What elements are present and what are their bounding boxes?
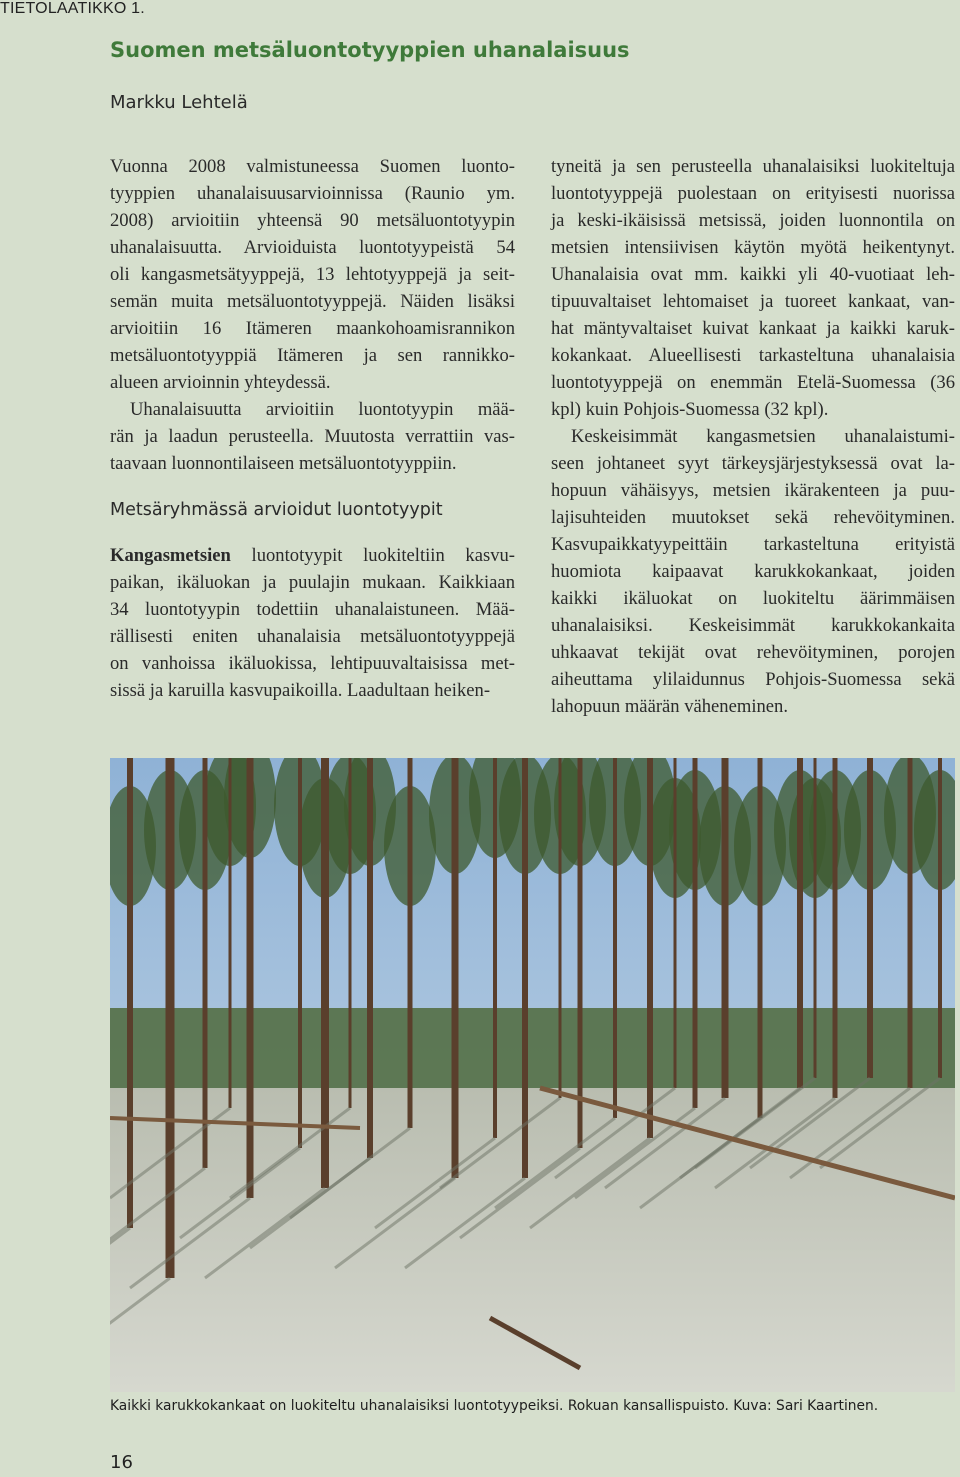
tree-trunk	[247, 758, 254, 1198]
text-line: semän muita metsäluontotyyppejä. Näiden lisäksi	[110, 291, 515, 312]
text-line: Kasvupaikkatyypeittäin tarkasteltuna erityistä	[551, 534, 955, 555]
tree-trunk	[559, 758, 562, 1098]
text-line: rän ja laadun perusteella. Muutosta verrattiin vas-	[110, 426, 515, 447]
text-line: Vuonna 2008 valmistuneessa Suomen luonto-	[110, 156, 515, 177]
left-paragraph-1	[110, 153, 515, 396]
tree-trunk	[203, 758, 208, 1168]
forest-photo-icon	[110, 758, 955, 1392]
tree-trunk	[298, 758, 302, 1148]
text-line: arvioitiin 16 Itämeren maankohoamisrannikon	[110, 318, 515, 339]
section-subheading: Metsäryhmässä arvioidut luontotyypit	[110, 500, 443, 520]
right-column	[551, 153, 955, 720]
text-line	[110, 542, 515, 569]
left-column	[110, 153, 515, 704]
text-line: alueen arvioinnin yhteydessä.	[110, 372, 331, 393]
tree-trunk	[367, 758, 373, 1158]
tree-trunk	[814, 758, 817, 1078]
text-line: taavaan luonnontilaiseen metsäluontotyyppiin.	[110, 453, 457, 474]
text-line: seen johtaneet syyt tärkeysjärjestyksessä ovat la-	[551, 453, 955, 474]
lichen-ground	[110, 1088, 955, 1392]
text-line: 2008) arvioitiin yhteensä 90 metsäluontotyypin	[110, 210, 515, 231]
tree-trunk	[938, 758, 942, 1078]
tree-trunk	[693, 758, 698, 1108]
text-line: kokankaat. Alueellisesti tarkasteltuna uhanalaisia	[551, 345, 955, 366]
text-line: Uhanalaisia ovat mm. kaikki yli 40-vuotiaat leh-	[551, 264, 955, 285]
left-paragraph-3	[110, 542, 515, 704]
tree-trunk	[867, 758, 873, 1078]
tree-trunk	[674, 758, 677, 1088]
forest-photo	[110, 758, 955, 1392]
tree-trunk	[613, 758, 617, 1118]
left-paragraph-2	[110, 396, 515, 477]
tree-trunk	[908, 758, 913, 1088]
author-name: Markku Lehtelä	[110, 92, 248, 113]
text-line: metsäluontotyyppiä Itämeren ja sen rannikko-	[110, 345, 515, 366]
tree-trunk	[758, 758, 763, 1118]
text-line: tyyppien uhanalaisuusarvioinnissa (Raunio ym.	[110, 183, 515, 204]
text-line: sissä ja karuilla kasvupaikoilla. Laadultaan heiken-	[110, 680, 491, 701]
tree-trunk	[408, 758, 413, 1128]
tree-trunk	[647, 758, 653, 1138]
text-span: luontotyypit luokiteltiin kasvu-	[230, 545, 515, 566]
right-paragraph-2	[551, 423, 955, 720]
tree-trunk	[833, 758, 838, 1098]
photo-caption: Kaikki karukkokankaat on luokiteltu uhanalaisiksi luontotyypeiksi. Rokuan kansallispuisto. Kuva: Sari Kaartinen.	[110, 1398, 879, 1414]
text-line: hat mäntyvaltaiset kuivat kankaat ja kaikki karuk-	[551, 318, 955, 339]
text-line: kpl) kuin Pohjois-Suomessa (32 kpl).	[551, 399, 829, 420]
article-title: Suomen metsäluontotyyppien uhanalaisuus	[110, 38, 630, 62]
text-line: ja keski-ikäisissä metsissä, joiden luonnontila on	[551, 210, 955, 231]
right-paragraph-1	[551, 153, 955, 423]
page-number: 16	[110, 1452, 133, 1473]
text-line: lajisuhteiden muutokset sekä rehevöityminen.	[551, 507, 955, 528]
text-line: Keskeisimmät kangasmetsien uhanalaistumi-	[571, 426, 955, 447]
text-line: metsien intensiivisen käytön myötä heikentynyt.	[551, 237, 955, 258]
text-line: 34 luontotyypin todettiin uhanalaistuneen. Mää-	[110, 599, 515, 620]
text-line: luontotyyppejä puolestaan on erityisesti nuorissa	[551, 183, 955, 204]
text-line: aiheuttama ylilaidunnus Pohjois-Suomessa sekä	[551, 669, 955, 690]
bold-term: Kangasmetsien	[110, 545, 231, 566]
tree-trunk	[349, 758, 352, 1108]
tree-trunk	[578, 758, 583, 1148]
tree-trunk	[452, 758, 459, 1178]
tree-trunk	[722, 758, 729, 1098]
text-line: huomiota kaipaavat karukkokankaat, joiden	[551, 561, 955, 582]
text-line: uhanalaisiksi. Keskeisimmät karukkokankaita	[551, 615, 955, 636]
text-line: uhanalaisuutta. Arvioiduista luontotyypeistä 54	[110, 237, 515, 258]
text-line: tyneitä ja sen perusteella uhanalaisiksi luokiteltuja	[551, 156, 955, 177]
tree-trunk	[127, 758, 133, 1228]
text-line: Uhanalaisuutta arvioitiin luontotyypin mää-	[130, 399, 515, 420]
text-line: paikan, ikäluokan ja puulajin mukaan. Kaikkiaan	[110, 572, 515, 593]
tree-trunk	[797, 758, 803, 1088]
text-line: lahopuun määrän väheneminen.	[551, 696, 788, 717]
text-line: oli kangasmetsätyyppejä, 13 lehtotyyppejä ja seit-	[110, 264, 515, 285]
text-line: on vanhoissa ikäluokissa, lehtipuuvaltaisissa met-	[110, 653, 515, 674]
text-line: kaikki ikäluokat on luokiteltu äärimmäisen	[551, 588, 955, 609]
text-line: uhkaavat tekijät ovat rehevöityminen, porojen	[551, 642, 955, 663]
text-line: tipuuvaltaiset lehtomaiset ja tuoreet kankaat, van-	[551, 291, 955, 312]
tree-trunk	[166, 758, 175, 1278]
text-line: rällisesti eniten uhanalaisia metsäluontotyyppejä	[110, 626, 515, 647]
tree-trunk	[229, 758, 232, 1108]
text-line: hopuun vähäisyys, metsien ikärakenteen ja puu-	[551, 480, 955, 501]
tree-trunk	[493, 758, 497, 1138]
text-line: luontotyyppejä on enemmän Etelä-Suomessa (36	[551, 372, 955, 393]
box-label: TIETOLAATIKKO 1.	[0, 0, 145, 17]
tree-trunk	[522, 758, 528, 1178]
